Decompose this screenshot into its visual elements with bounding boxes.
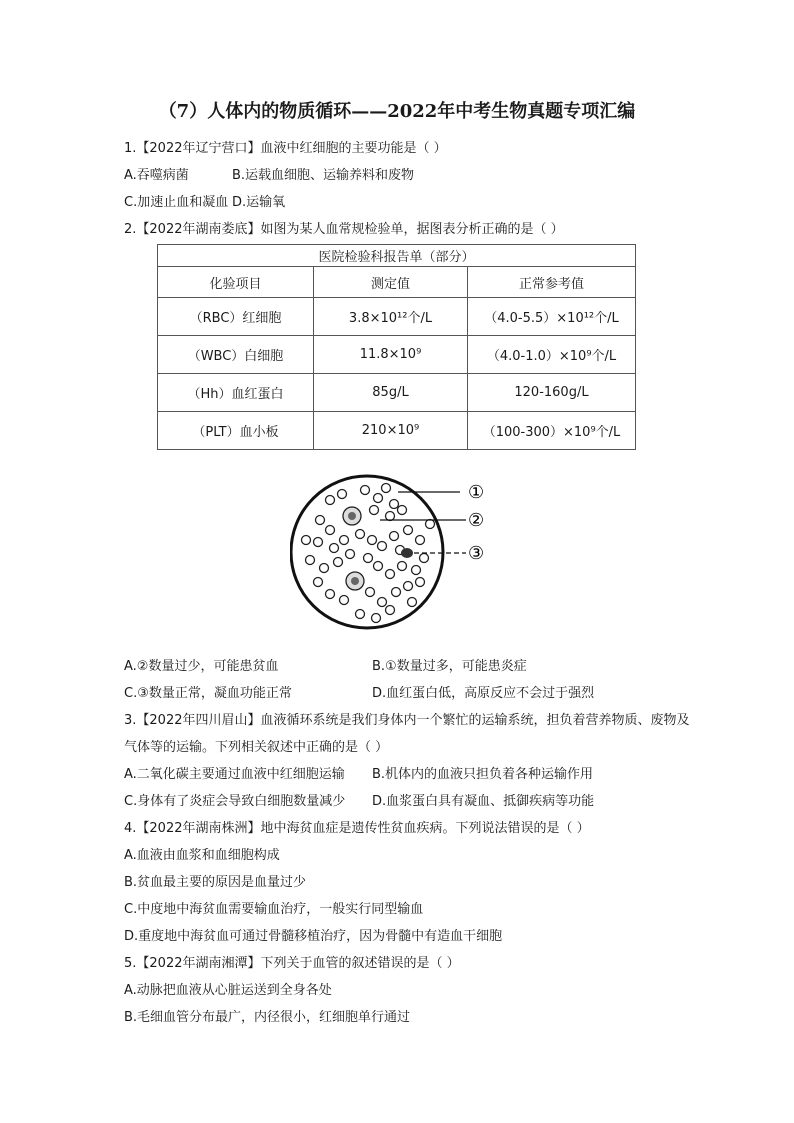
table-caption: 医院检验科报告单（部分） xyxy=(158,245,636,267)
table-cell: 210×10⁹ xyxy=(314,412,468,450)
q4-option-d: D.重度地中海贫血可通过骨髓移植治疗，因为骨髓中有造血干细胞 xyxy=(124,929,503,944)
table-cell: 85g/L xyxy=(314,374,468,412)
table-row xyxy=(158,298,636,336)
table-row xyxy=(158,336,636,374)
table-cell: （WBC）白细胞 xyxy=(158,336,314,374)
table-cell: （4.0-5.5）×10¹²个/L xyxy=(468,298,636,336)
figure-label-3: ③ xyxy=(468,543,485,564)
question-3-stem: 3.【2022年四川眉山】血液循环系统是我们身体内一个繁忙的运输系统，担负着营养物质、废物及 xyxy=(124,713,690,728)
figure-label-2: ② xyxy=(468,510,485,531)
q5-option-b: B.毛细血管分布最广，内径很小，红细胞单行通过 xyxy=(124,1010,411,1025)
table-cell: 120-160g/L xyxy=(468,374,636,412)
q2-option-b: B.①数量过多，可能患炎症 xyxy=(372,659,527,674)
question-5-stem: 5.【2022年湖南湘潭】下列关于血管的叙述错误的是（ ） xyxy=(124,956,460,971)
table-row xyxy=(158,374,636,412)
table-cell: （4.0-1.0）×10⁹个/L xyxy=(468,336,636,374)
table-cell: （RBC）红细胞 xyxy=(158,298,314,336)
q4-option-a: A.血液由血浆和血细胞构成 xyxy=(124,848,280,863)
platelet xyxy=(401,548,413,558)
table-header: 化验项目 xyxy=(158,267,314,298)
table-cell: 11.8×10⁹ xyxy=(314,336,468,374)
q3-option-d: D.血浆蛋白具有凝血、抵御疾病等功能 xyxy=(372,794,595,809)
table-cell: （PLT）血小板 xyxy=(158,412,314,450)
question-2-stem: 2.【2022年湖南娄底】如图为某人血常规检验单，据图表分析正确的是（ ） xyxy=(124,222,564,237)
table-row xyxy=(158,412,636,450)
page-title: （7）人体内的物质循环——2022年中考生物真题专项汇编 xyxy=(158,101,636,122)
q3-option-a: A.二氧化碳主要通过血液中红细胞运输 xyxy=(124,767,345,782)
q5-option-a: A.动脉把血液从心脏运送到全身各处 xyxy=(124,983,332,998)
microscope-field xyxy=(291,476,443,628)
table-cell: （100-300）×10⁹个/L xyxy=(468,412,636,450)
question-1-stem: 1.【2022年辽宁营口】血液中红细胞的主要功能是（ ） xyxy=(124,141,447,156)
q4-option-b: B.贫血最主要的原因是血量过少 xyxy=(124,875,307,890)
table-header: 正常参考值 xyxy=(468,267,636,298)
q1-option-c: C.加速止血和凝血 xyxy=(124,195,229,210)
q2-option-a: A.②数量过少，可能患贫血 xyxy=(124,659,279,674)
q2-option-c: C.③数量正常，凝血功能正常 xyxy=(124,686,292,701)
white-blood-cell-nucleus xyxy=(348,512,356,520)
q2-option-d: D.血红蛋白低，高原反应不会过于强烈 xyxy=(372,686,595,701)
q1-option-d: D.运输氧 xyxy=(232,195,286,210)
q4-option-c: C.中度地中海贫血需要输血治疗，一般实行同型输血 xyxy=(124,902,424,917)
table-cell: （Hh）血红蛋白 xyxy=(158,374,314,412)
table-cell: 3.8×10¹²个/L xyxy=(314,298,468,336)
figure-label-1: ① xyxy=(468,482,485,503)
table-header: 测定值 xyxy=(314,267,468,298)
q1-option-b: B.运载血细胞、运输养料和废物 xyxy=(232,168,415,183)
q3-option-c: C.身体有了炎症会导致白细胞数量减少 xyxy=(124,794,346,809)
q1-option-a: A.吞噬病菌 xyxy=(124,168,189,183)
question-3-stem-cont: 气体等的运输。下列相关叙述中正确的是（ ） xyxy=(124,740,389,755)
blood-smear-figure xyxy=(290,470,510,640)
white-blood-cell-nucleus xyxy=(351,577,359,585)
question-4-stem: 4.【2022年湖南株洲】地中海贫血症是遗传性贫血疾病。下列说法错误的是（ ） xyxy=(124,821,590,836)
lab-report-table xyxy=(157,244,636,450)
q3-option-b: B.机体内的血液只担负着各种运输作用 xyxy=(372,767,594,782)
